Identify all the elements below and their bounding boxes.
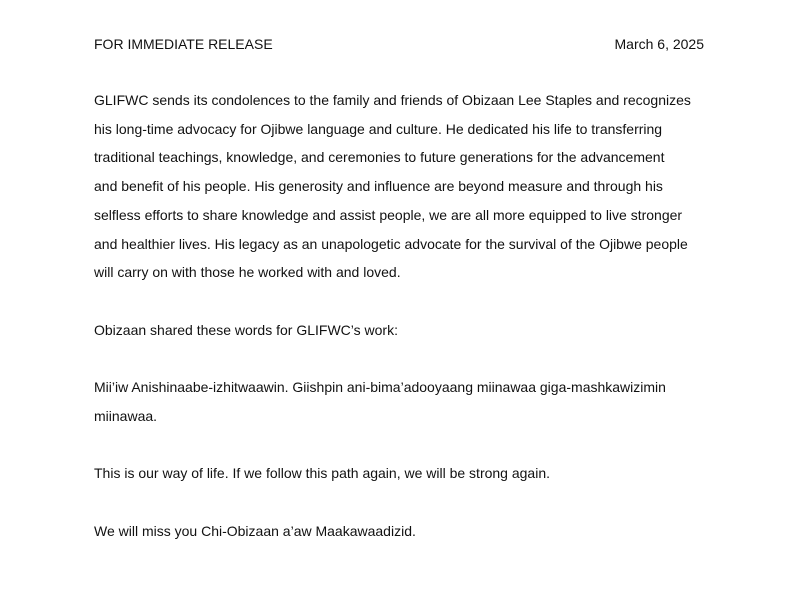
paragraph-line: selfless efforts to share knowledge and assist people, we are all more equipped to live stronger [94,206,683,223]
release-header [94,34,706,54]
paragraph-line: and healthier lives. His legacy as an unapologetic advocate for the survival of the Ojibwe people [94,235,688,252]
paragraph-line: his long-time advocacy for Ojibwe language and culture. He dedicated his life to transferring [94,120,663,137]
release-label: FOR IMMEDIATE RELEASE [94,36,273,52]
closing-line: We will miss you Chi-Obizaan a’aw Maakawaadizid. [94,523,416,539]
ojibwe-quote-line: miinawaa. [94,407,158,424]
paragraph-line: GLIFWC sends its condolences to the family and friends of Obizaan Lee Staples and recognizes [94,92,691,108]
quote-intro: Obizaan shared these words for GLIFWC’s work: [94,322,398,338]
english-translation: This is our way of life. If we follow this path again, we will be strong again. [94,465,550,481]
condolence-paragraph [94,86,706,287]
paragraph-line: will carry on with those he worked with and loved. [94,264,401,281]
paragraph-line: traditional teachings, knowledge, and ceremonies to future generations for the advancement [94,149,665,166]
press-release-page [94,0,706,600]
ojibwe-quote-line: Mii’iw Anishinaabe-izhitwaawin. Giishpin ani-bima’adooyaang miinawaa giga-mashkawizimin [94,379,666,395]
paragraph-line: and benefit of his people. His generosity and influence are beyond measure and through his [94,178,663,195]
release-date: March 6, 2025 [614,36,704,52]
ojibwe-quote [94,373,706,430]
